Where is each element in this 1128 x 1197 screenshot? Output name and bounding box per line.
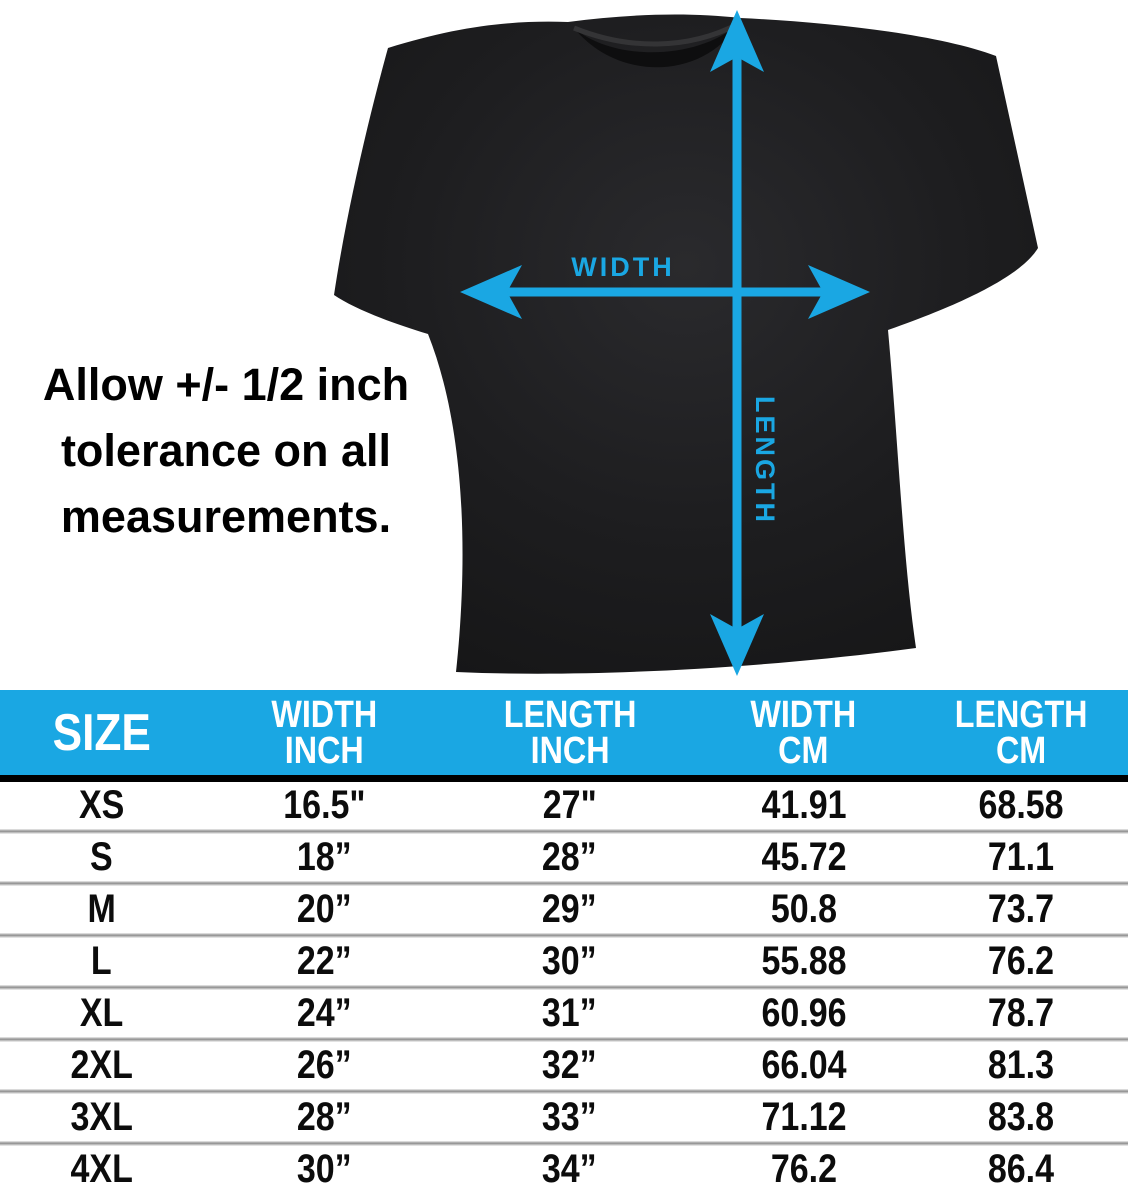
header-size: SIZE [52, 703, 151, 762]
cell-width-inch: 18” [296, 835, 352, 879]
tshirt-diagram [328, 0, 1040, 686]
cell-length-inch: 29” [542, 887, 598, 931]
cell-size: XL [79, 991, 124, 1035]
cell-length-cm: 76.2 [987, 939, 1054, 983]
cell-width-cm: 41.91 [761, 783, 847, 827]
cell-width-cm: 71.12 [761, 1095, 847, 1139]
cell-length-cm: 71.1 [987, 835, 1054, 879]
cell-size: 4XL [70, 1147, 133, 1191]
cell-width-cm: 66.04 [761, 1043, 847, 1087]
cell-length-cm: 83.8 [987, 1095, 1054, 1139]
cell-length-cm: 78.7 [987, 991, 1054, 1035]
header-width-cm: WIDTH CM [750, 693, 857, 772]
cell-size: 3XL [70, 1095, 133, 1139]
tolerance-note-line: measurements. [60, 491, 392, 542]
cell-length-inch: 33” [542, 1095, 598, 1139]
size-row-l [0, 938, 1128, 985]
cell-length-inch: 27" [542, 783, 597, 827]
header-width-inch: WIDTH INCH [271, 693, 378, 772]
cell-length-cm: 68.58 [978, 783, 1064, 827]
cell-width-cm: 76.2 [770, 1147, 837, 1191]
cell-width-inch: 24” [296, 991, 352, 1035]
cell-width-cm: 50.8 [770, 887, 837, 931]
cell-length-cm: 73.7 [987, 887, 1054, 931]
cell-width-inch: 20” [296, 887, 352, 931]
tolerance-note-line: Allow +/- 1/2 inch [42, 359, 410, 410]
cell-length-inch: 31” [542, 991, 598, 1035]
cell-width-inch: 28” [296, 1095, 352, 1139]
cell-width-cm: 60.96 [761, 991, 847, 1035]
size-row-3xl [0, 1094, 1128, 1141]
size-row-2xl [0, 1042, 1128, 1089]
size-table-header [0, 690, 1128, 775]
cell-length-inch: 32” [542, 1043, 598, 1087]
size-row-s [0, 834, 1128, 881]
cell-width-cm: 45.72 [761, 835, 847, 879]
cell-length-inch: 28” [542, 835, 598, 879]
width-label: WIDTH [571, 252, 675, 282]
header-length-inch: LENGTH INCH [503, 693, 637, 772]
cell-length-inch: 30” [542, 939, 598, 983]
cell-size: XS [78, 783, 125, 827]
cell-width-inch: 22” [296, 939, 352, 983]
tshirt-graphic [334, 15, 1038, 674]
tshirt-diagram-svg [328, 0, 1040, 686]
cell-width-inch: 16.5" [283, 783, 366, 827]
tolerance-note-line: tolerance on all [60, 425, 392, 476]
cell-width-inch: 30” [296, 1147, 352, 1191]
cell-length-cm: 81.3 [987, 1043, 1054, 1087]
cell-width-inch: 26” [296, 1043, 352, 1087]
length-label: LENGTH [750, 396, 780, 525]
cell-size: 2XL [70, 1043, 133, 1087]
size-row-xs [0, 782, 1128, 829]
size-row-xl [0, 990, 1128, 1037]
cell-size: M [87, 887, 116, 931]
size-table-body [0, 782, 1128, 1193]
size-row-m [0, 886, 1128, 933]
header-underline [0, 775, 1128, 782]
header-length-cm: LENGTH CM [954, 693, 1088, 772]
tolerance-note [0, 352, 452, 550]
cell-length-cm: 86.4 [987, 1147, 1054, 1191]
size-row-4xl [0, 1146, 1128, 1193]
cell-width-cm: 55.88 [761, 939, 847, 983]
cell-size: L [91, 939, 112, 983]
cell-size: S [90, 835, 113, 879]
cell-length-inch: 34” [542, 1147, 598, 1191]
size-table [0, 690, 1128, 1193]
